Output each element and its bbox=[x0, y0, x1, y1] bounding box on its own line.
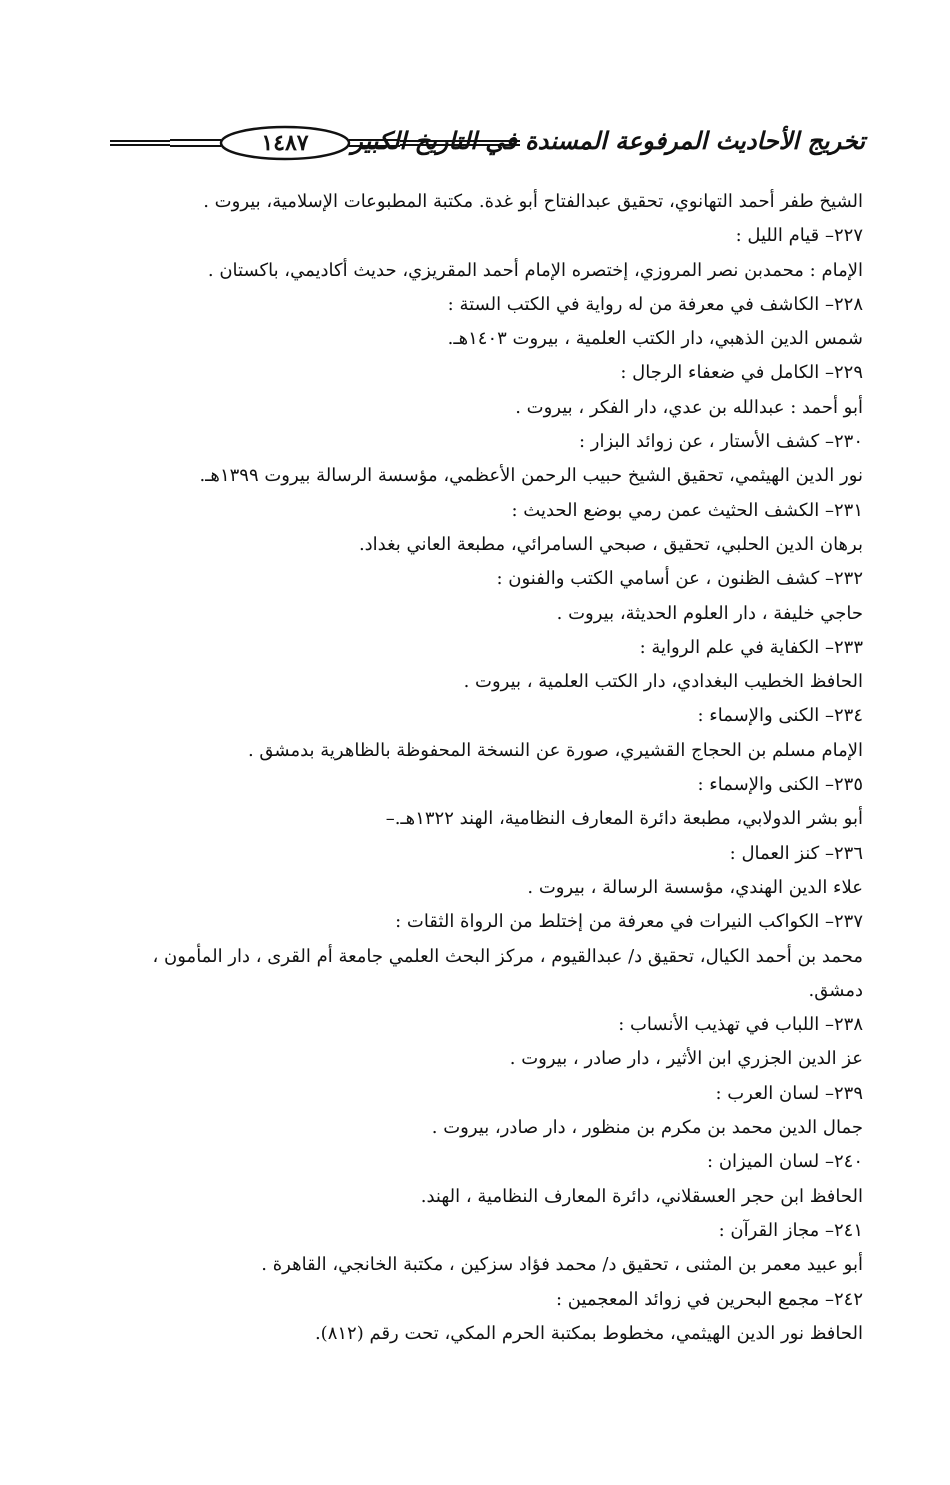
entry-line: نور الدين الهيثمي، تحقيق الشيخ حبيب الرحمن الأعظمي، مؤسسة الرسالة بيروت ١٣٩٩هـ. bbox=[199, 465, 863, 487]
bibliography-list bbox=[105, 185, 863, 1351]
entry-heading: ٢٤٠– لسان الميزان : bbox=[707, 1151, 863, 1173]
entry-line: الإمام مسلم بن الحجاج القشيري، صورة عن النسخة المحفوظة بالظاهرية بدمشق . bbox=[247, 739, 863, 761]
entry-line: حاجي خليفة ، دار العلوم الحديثة، بيروت . bbox=[556, 602, 863, 624]
entry-line: الشيخ طفر أحمد التهانوي، تحقيق عبدالفتاح أبو غدة. مكتبة المطبوعات الإسلامية، بيروت . bbox=[203, 191, 863, 212]
entry-line: شمس الدين الذهبي، دار الكتب العلمية ، بيروت ١٤٠٣هـ. bbox=[447, 328, 863, 350]
entry-line: الإمام : محمدبن نصر المروزي، إختصره الإمام أحمد المقريزي، حديث أكاديمي، باكستان . bbox=[207, 259, 863, 281]
entry-heading: ٢٢٧– قيام الليل : bbox=[735, 225, 863, 247]
page-number: ١٤٨٧ bbox=[261, 130, 309, 156]
entry-heading: ٢٤١– مجاز القرآن : bbox=[718, 1219, 863, 1241]
entry-heading: ٢٣٤– الكنى والإسماء : bbox=[697, 705, 863, 727]
entry-line: الحافظ الخطيب البغدادي، دار الكتب العلمية ، بيروت . bbox=[463, 671, 863, 693]
entry-line: أبو عبيد معمر بن المثنى ، تحقيق د/ محمد فؤاد سزكين ، مكتبة الخانجي، القاهرة . bbox=[261, 1254, 863, 1276]
entry-line: عز الدين الجزري ابن الأثير ، دار صادر ، بيروت . bbox=[509, 1048, 863, 1070]
entry-heading: ٢٣٢– كشف الظنون ، عن أسامي الكتب والفنون : bbox=[496, 568, 863, 590]
running-header bbox=[110, 118, 865, 172]
entry-line-continued: دمشق. bbox=[808, 979, 863, 1001]
entry-line: أبو أحمد : عبدالله بن عدي، دار الفكر ، بيروت . bbox=[515, 396, 863, 418]
entry-heading: ٢٣١– الكشف الحثيث عمن رمي بوضع الحديث : bbox=[511, 499, 863, 521]
entry-heading: ٢٣٧– الكواكب النيرات في معرفة من إختلط من الرواة الثقات : bbox=[395, 911, 863, 933]
entry-heading: ٢٤٢– مجمع البحرين في زوائد المعجمين : bbox=[555, 1288, 863, 1310]
entry-heading: ٢٣٠– كشف الأستار ، عن زوائد البزار : bbox=[579, 431, 863, 453]
entry-line: برهان الدين الحلبي، تحقيق ، صبحي السامرائي، مطبعة العاني بغداد. bbox=[358, 533, 863, 555]
entry-heading: ٢٢٩– الكامل في ضعفاء الرجال : bbox=[620, 362, 863, 384]
header-rule-left bbox=[110, 140, 170, 146]
entry-line: الحافظ ابن حجر العسقلاني، دائرة المعارف النظامية ، الهند. bbox=[420, 1185, 863, 1207]
entry-heading: ٢٣٩– لسان العرب : bbox=[715, 1082, 863, 1104]
entry-line: الحافظ نور الدين الهيثمي، مخطوط بمكتبة الحرم المكي، تحت رقم (٨١٢). bbox=[314, 1322, 863, 1344]
entry-heading: ٢٣٥– الكنى والإسماء : bbox=[697, 774, 863, 796]
entry-heading: ٢٢٨– الكاشف في معرفة من له رواية في الكتب الستة : bbox=[447, 293, 863, 315]
entry-line: علاء الدين الهندي، مؤسسة الرسالة ، بيروت . bbox=[527, 876, 863, 898]
entry-line: محمد بن أحمد الكيال، تحقيق د/ عبدالقيوم ، مركز البحث العلمي جامعة أم القرى ، دار المأمون ، bbox=[152, 945, 863, 967]
entry-heading: ٢٣٣– الكفاية في علم الرواية : bbox=[639, 636, 863, 658]
entry-line: أبو بشر الدولابي، مطبعة دائرة المعارف النظامية، الهند ١٣٢٢هـ.– bbox=[385, 808, 863, 830]
running-title: تخريج الأحاديث المرفوعة المسندة في التاريخ الكبير bbox=[351, 126, 865, 155]
entry-line: جمال الدين محمد بن مكرم بن منظور ، دار صادر، بيروت . bbox=[431, 1117, 863, 1139]
entry-heading: ٢٣٨– اللباب في تهذيب الأنساب : bbox=[618, 1014, 863, 1036]
entry-heading: ٢٣٦– كنز العمال : bbox=[729, 842, 863, 864]
